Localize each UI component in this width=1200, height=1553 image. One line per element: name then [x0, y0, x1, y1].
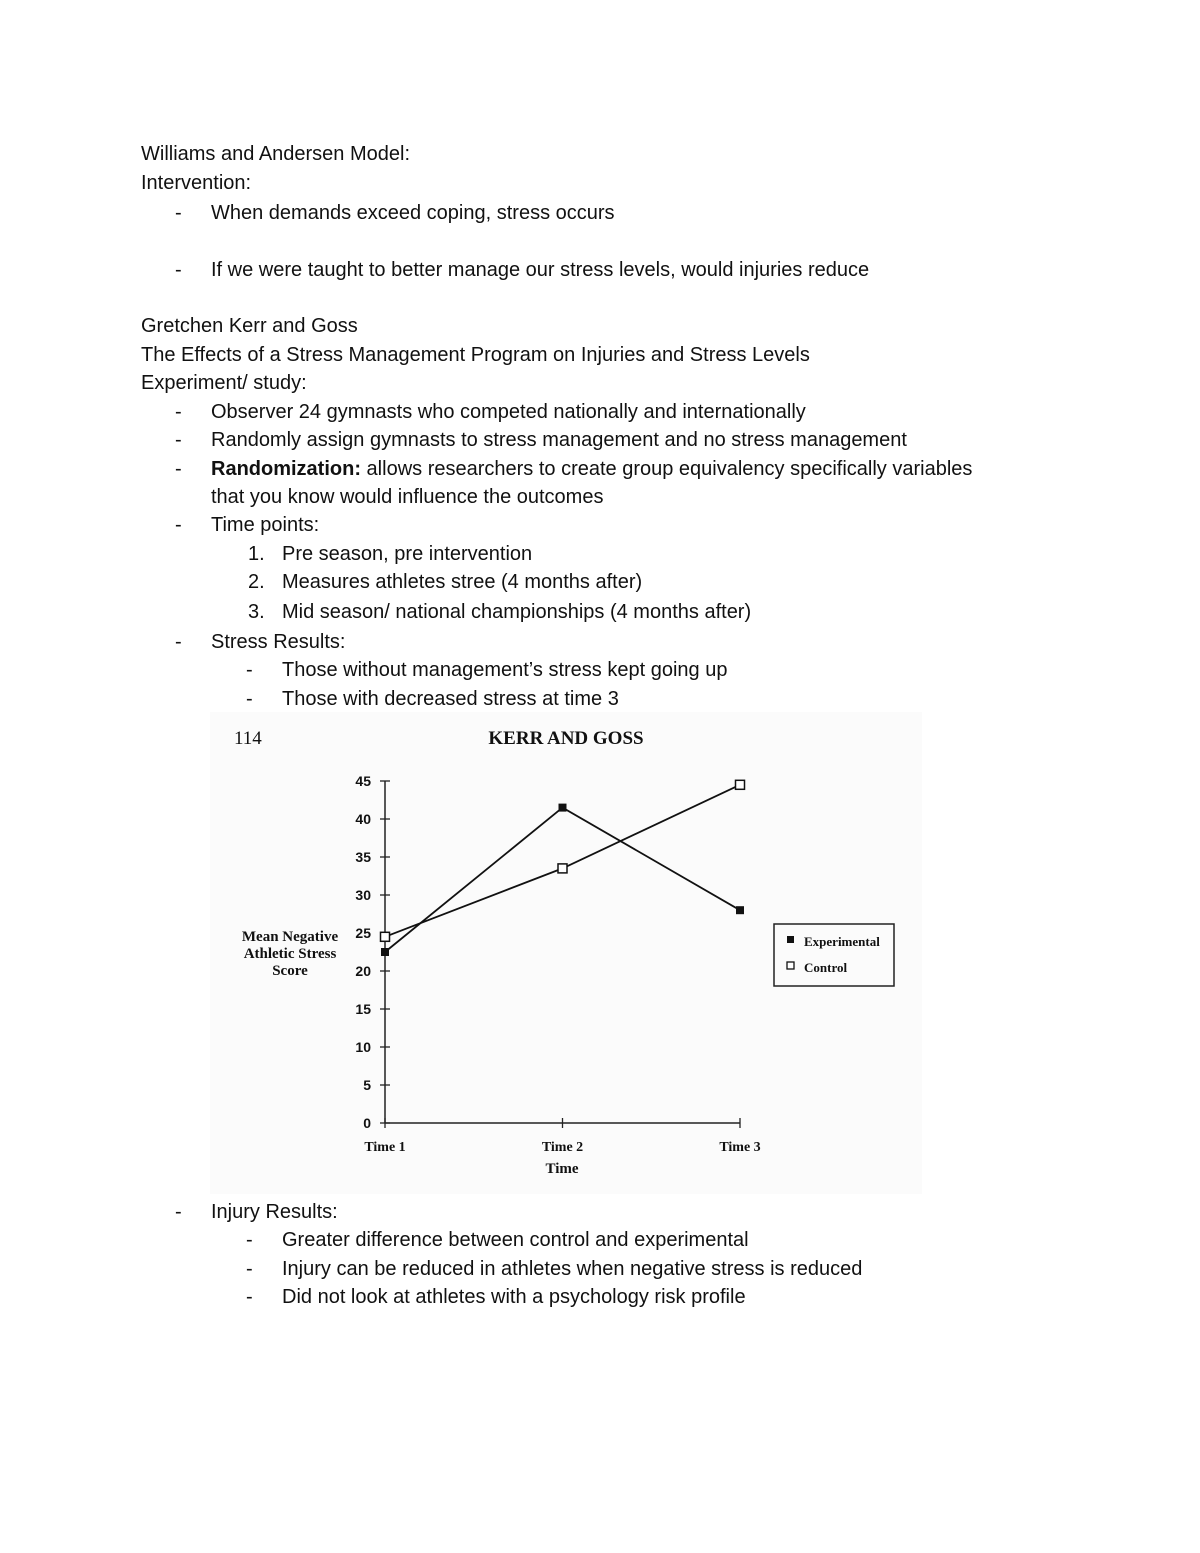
y-tick-label: 10	[355, 1039, 371, 1055]
y-axis-label-line: Mean Negative	[241, 929, 339, 945]
bullet-dash: -	[246, 1286, 253, 1308]
y-tick-label: 35	[355, 849, 371, 865]
y-tick-label: 15	[355, 1001, 371, 1017]
y-axis-label-line: Athletic Stress	[243, 946, 337, 962]
experiment-item: Observer 24 gymnasts who competed nationally and internationally	[211, 401, 806, 423]
heading-williams-andersen: Williams and Andersen Model:	[141, 143, 411, 165]
bullet-dash: -	[175, 514, 182, 536]
bullet-dash: -	[246, 1229, 253, 1251]
y-tick-label: 20	[355, 963, 371, 979]
intervention-item: If we were taught to better manage our stress levels, would injuries reduce	[211, 259, 870, 281]
experiment-item: Randomly assign gymnasts to stress management and no stress management	[211, 429, 907, 451]
stress-result-item: Those without management’s stress kept going up	[282, 659, 728, 681]
injury-results-label: Injury Results:	[211, 1201, 338, 1223]
time-point-item: Pre season, pre intervention	[282, 543, 533, 565]
x-axis-label: Time	[545, 1161, 579, 1177]
study-authors: Gretchen Kerr and Goss	[141, 315, 358, 337]
y-tick-label: 45	[355, 773, 371, 789]
bullet-dash: -	[175, 1201, 182, 1223]
data-point-experimental	[559, 804, 567, 812]
bullet-dash: -	[175, 202, 182, 224]
data-point-control	[736, 780, 745, 789]
bullet-dash: -	[246, 659, 253, 681]
data-point-experimental	[736, 906, 744, 914]
chart-page-number: 114	[234, 728, 262, 749]
time-point-item: Mid season/ national championships (4 months after)	[282, 601, 752, 623]
y-tick-label: 30	[355, 887, 371, 903]
bullet-dash: -	[175, 401, 182, 423]
y-tick-label: 5	[363, 1077, 371, 1093]
y-axis-label-line: Score	[272, 963, 308, 979]
study-title: The Effects of a Stress Management Program on Injuries and Stress Levels	[141, 344, 810, 366]
data-point-control	[558, 864, 567, 873]
time-point-item: Measures athletes stree (4 months after)	[282, 571, 643, 593]
injury-result-item: Greater difference between control and experimental	[282, 1229, 749, 1251]
y-tick-label: 40	[355, 811, 371, 827]
bullet-dash: -	[246, 688, 253, 710]
stress-chart-figure	[210, 712, 922, 1194]
stress-results-label: Stress Results:	[211, 631, 346, 653]
experiment-label: Experiment/ study:	[141, 372, 307, 394]
list-number: 2.	[248, 571, 265, 593]
injury-result-item: Injury can be reduced in athletes when negative stress is reduced	[282, 1258, 863, 1280]
legend-marker-experimental	[787, 936, 794, 943]
randomization-term: Randomization:	[211, 458, 361, 480]
bullet-dash: -	[175, 259, 182, 281]
x-tick-label: Time 1	[364, 1140, 406, 1155]
data-point-experimental	[381, 948, 389, 956]
bullet-dash: -	[175, 429, 182, 451]
injury-result-item: Did not look at athletes with a psychology risk profile	[282, 1286, 746, 1308]
randomization-definition: allows researchers to create group equivalency specifically variables	[361, 458, 973, 480]
x-tick-label: Time 2	[541, 1140, 584, 1155]
bullet-dash: -	[246, 1258, 253, 1280]
legend-label-experimental: Experimental	[804, 934, 880, 949]
stress-result-item: Those with decreased stress at time 3	[282, 688, 619, 710]
time-points-label: Time points:	[211, 514, 320, 536]
stress-line-chart	[210, 712, 922, 1194]
intervention-label: Intervention:	[141, 172, 252, 194]
bullet-dash: -	[175, 631, 182, 653]
chart-title: KERR AND GOSS	[488, 728, 644, 749]
randomization-definition-cont: that you know would influence the outcomes	[211, 486, 604, 508]
bullet-dash: -	[175, 458, 182, 480]
list-number: 1.	[248, 543, 265, 565]
data-point-control	[381, 932, 390, 941]
randomization-item	[211, 457, 972, 481]
list-number: 3.	[248, 601, 265, 623]
intervention-item: When demands exceed coping, stress occurs	[211, 202, 615, 224]
legend-label-control: Control	[804, 960, 848, 975]
x-tick-label: Time 3	[719, 1140, 761, 1155]
y-tick-label: 25	[355, 925, 371, 941]
legend-marker-control	[787, 962, 794, 969]
y-tick-label: 0	[363, 1115, 371, 1131]
